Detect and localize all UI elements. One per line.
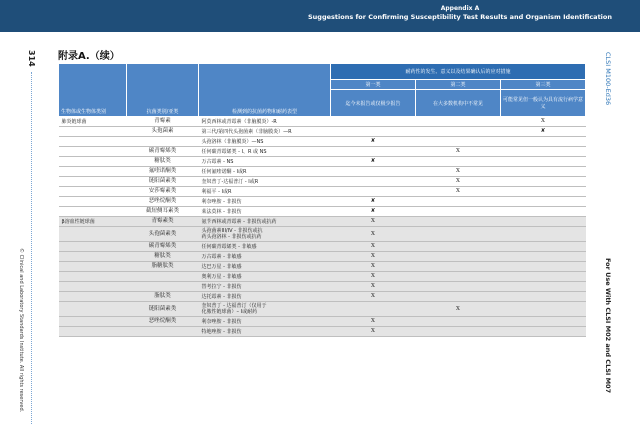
cat2-cell — [416, 327, 501, 337]
organism-cell: 肺炎链球菌 — [59, 117, 127, 127]
cat3-cell — [501, 187, 586, 197]
cat2-cell: X — [416, 167, 501, 177]
table-row — [59, 127, 586, 137]
appendix-title: Suggestions for Confirming Susceptibility Test Results and Organism Identification — [308, 13, 612, 21]
class-cell: 恶唑烷酮类 — [127, 197, 199, 207]
margin-dots — [31, 72, 32, 424]
organism-cell — [59, 242, 127, 252]
cat1-cell: X — [331, 217, 416, 227]
phenotype-cell: 奎奴普丁-达福普汀 - I或R — [199, 177, 331, 187]
header-band — [0, 0, 640, 32]
cat1-cell: X — [331, 252, 416, 262]
class-cell — [127, 327, 199, 337]
table-row — [59, 272, 586, 282]
cat2-cell — [416, 282, 501, 292]
cat2-cell — [416, 157, 501, 167]
organism-cell — [59, 197, 127, 207]
phenotype-cell: 奎奴普丁 - 达福普汀（仅用于 化脓性链球菌）– I或耐药 — [199, 302, 331, 317]
table-row — [59, 167, 586, 177]
header-class: 抗菌类别/亚类 — [127, 64, 199, 117]
organism-cell — [59, 227, 127, 242]
class-cell: 链阳菌素类 — [127, 302, 199, 317]
class-cell: 链阳菌素类 — [127, 177, 199, 187]
organism-cell — [59, 127, 127, 137]
header-cat2: 第二类 — [416, 80, 501, 90]
table-row — [59, 177, 586, 187]
class-cell: 截短侧耳素类 — [127, 207, 199, 217]
phenotype-cell: 任何碳青霉烯类 - I、R 或 NS — [199, 147, 331, 157]
class-cell: 糖肽类 — [127, 157, 199, 167]
organism-cell — [59, 187, 127, 197]
class-cell — [127, 282, 199, 292]
class-cell: 糖肽类 — [127, 252, 199, 262]
cat1-cell: X — [331, 272, 416, 282]
cat3-cell — [501, 157, 586, 167]
organism-cell — [59, 252, 127, 262]
cat3-cell — [501, 317, 586, 327]
cat2-cell — [416, 127, 501, 137]
organism-cell — [59, 317, 127, 327]
phenotype-cell: 莱法莫林 - 非损伤 — [199, 207, 331, 217]
phenotype-cell: 任何碳青霉烯类 - 非敏感 — [199, 242, 331, 252]
page-number: 314 — [27, 50, 36, 67]
header-cat2-desc: 在大多数机构中不常见 — [416, 90, 501, 117]
header-super: 耐药性的发生、意义以及结果确认后的应对措施 — [331, 64, 586, 80]
cat2-cell — [416, 262, 501, 272]
cat3-cell — [501, 272, 586, 282]
phenotype-cell: 阿莫西林或青霉素（非脑膜炎）-R — [199, 117, 331, 127]
cat3-cell — [501, 177, 586, 187]
cat2-cell: X — [416, 177, 501, 187]
cat1-cell — [331, 117, 416, 127]
cat2-cell: X — [416, 187, 501, 197]
cat1-cell: X — [331, 292, 416, 302]
cat3-cell — [501, 167, 586, 177]
organism-cell — [59, 282, 127, 292]
table-row — [59, 147, 586, 157]
cat3-cell — [501, 217, 586, 227]
table-row — [59, 292, 586, 302]
header-cat3-desc: 可能常见但一般认为具有流行病学意义 — [501, 90, 586, 117]
table-row — [59, 327, 586, 337]
organism-cell: β溶血性链球菌 — [59, 217, 127, 227]
header-phenotype: 检测到的抗菌药物和耐药表型 — [199, 64, 331, 117]
appendix-label: Appendix A — [440, 5, 480, 12]
cat1-cell: ✘ — [331, 197, 416, 207]
cat3-cell — [501, 292, 586, 302]
class-cell: 安莎霉素类 — [127, 187, 199, 197]
phenotype-cell: 特地唑胺 - 非损伤 — [199, 327, 331, 337]
cat2-cell — [416, 272, 501, 282]
table-row — [59, 117, 586, 127]
cat1-cell: X — [331, 317, 416, 327]
copyright-notice: © Clinical and Laboratory Standards Institute. All rights reserved. — [18, 248, 24, 413]
class-cell: 氟喹诺酮类 — [127, 167, 199, 177]
cat3-cell — [501, 262, 586, 272]
cat2-cell — [416, 137, 501, 147]
phenotype-cell: 替考拉宁 - 非损伤 — [199, 282, 331, 292]
cat2-cell: X — [416, 147, 501, 157]
organism-cell — [59, 292, 127, 302]
resistance-table — [58, 63, 586, 337]
cat1-cell: X — [331, 262, 416, 272]
cat2-cell — [416, 242, 501, 252]
phenotype-cell: 氨苄西林或青霉素 - 非损伤或抗药 — [199, 217, 331, 227]
table-row — [59, 252, 586, 262]
cat2-cell — [416, 252, 501, 262]
cat3-cell — [501, 302, 586, 317]
table-row — [59, 217, 586, 227]
cat2-cell — [416, 292, 501, 302]
class-cell: 头孢菌素 — [127, 127, 199, 137]
cat2-cell — [416, 117, 501, 127]
organism-cell — [59, 177, 127, 187]
class-cell: 脂肽类 — [127, 292, 199, 302]
cat2-cell — [416, 207, 501, 217]
phenotype-cell: 头孢洛林（非脑膜炎）—NS — [199, 137, 331, 147]
phenotype-cell: 头孢菌素III/IV - 非损伤或抗 药头孢洛林 - 非损伤或抗药 — [199, 227, 331, 242]
cat2-cell — [416, 217, 501, 227]
class-cell: 碳青霉烯类 — [127, 242, 199, 252]
class-cell: 恶唑烷酮类 — [127, 317, 199, 327]
phenotype-cell: 奥利万星 - 非敏感 — [199, 272, 331, 282]
cat1-cell: X — [331, 282, 416, 292]
appendix-header — [308, 5, 612, 21]
table-row — [59, 242, 586, 252]
class-cell: 青霉素 — [127, 117, 199, 127]
class-cell: 头孢菌素类 — [127, 227, 199, 242]
cat1-cell — [331, 177, 416, 187]
header-cat1-desc: 迄今未报告或仅极少报告 — [331, 90, 416, 117]
cat3-cell — [501, 227, 586, 242]
cat1-cell — [331, 302, 416, 317]
organism-cell — [59, 147, 127, 157]
cat2-cell: X — [416, 302, 501, 317]
phenotype-cell: 任何氟喹诺酮 - I或R — [199, 167, 331, 177]
header-cat3: 第三类 — [501, 80, 586, 90]
table-row — [59, 197, 586, 207]
cat1-cell — [331, 167, 416, 177]
class-cell: 脂糖肽类 — [127, 262, 199, 272]
cat1-cell — [331, 127, 416, 137]
cat3-cell — [501, 327, 586, 337]
organism-cell — [59, 167, 127, 177]
organism-cell — [59, 302, 127, 317]
table-row — [59, 187, 586, 197]
cat1-cell: X — [331, 227, 416, 242]
cat2-cell — [416, 197, 501, 207]
cat1-cell: ✘ — [331, 207, 416, 217]
phenotype-cell: 第三代/第四代头孢菌素（非脑膜炎）—R — [199, 127, 331, 137]
cat3-cell — [501, 207, 586, 217]
cat1-cell: ✘ — [331, 137, 416, 147]
cat3-cell — [501, 137, 586, 147]
table-row — [59, 157, 586, 167]
cat1-cell: X — [331, 242, 416, 252]
cat3-cell — [501, 147, 586, 157]
phenotype-cell: 利福平 - I或R — [199, 187, 331, 197]
cat1-cell: ✘ — [331, 157, 416, 167]
class-cell — [127, 272, 199, 282]
phenotype-cell: 达托霉素 - 非损伤 — [199, 292, 331, 302]
page-title: 附录A.（续） — [58, 51, 120, 62]
cat3-cell — [501, 282, 586, 292]
cat1-cell — [331, 147, 416, 157]
cat3-cell: ✘ — [501, 127, 586, 137]
organism-cell — [59, 137, 127, 147]
cat3-cell — [501, 197, 586, 207]
class-cell — [127, 137, 199, 147]
table-row — [59, 302, 586, 317]
cat3-cell — [501, 242, 586, 252]
organism-cell — [59, 262, 127, 272]
table-row — [59, 227, 586, 242]
class-cell: 碳青霉烯类 — [127, 147, 199, 157]
cat1-cell — [331, 187, 416, 197]
table-row — [59, 282, 586, 292]
cat3-cell — [501, 252, 586, 262]
organism-cell — [59, 207, 127, 217]
table-body — [59, 117, 586, 337]
table-row — [59, 207, 586, 217]
cat2-cell — [416, 317, 501, 327]
cat3-cell: X — [501, 117, 586, 127]
table-row — [59, 317, 586, 327]
phenotype-cell: 万古霉素 - NS — [199, 157, 331, 167]
phenotype-cell: 利奈唑胺 - 非损伤 — [199, 197, 331, 207]
document-code: CLSI M100-Ed36 — [604, 52, 612, 106]
cat1-cell: X — [331, 327, 416, 337]
phenotype-cell: 利奈唑胺 - 非损伤 — [199, 317, 331, 327]
usage-note: For Use With CLSI M02 and CLSI M07 — [604, 258, 612, 394]
header-organism: 生物体或生物体类别 — [59, 64, 127, 117]
phenotype-cell: 万古霉素 - 非敏感 — [199, 252, 331, 262]
table-row — [59, 262, 586, 272]
organism-cell — [59, 157, 127, 167]
organism-cell — [59, 327, 127, 337]
table-row — [59, 137, 586, 147]
cat2-cell — [416, 227, 501, 242]
class-cell: 青霉素类 — [127, 217, 199, 227]
phenotype-cell: 达巴万星 - 非敏感 — [199, 262, 331, 272]
header-cat1: 第一类 — [331, 80, 416, 90]
organism-cell — [59, 272, 127, 282]
